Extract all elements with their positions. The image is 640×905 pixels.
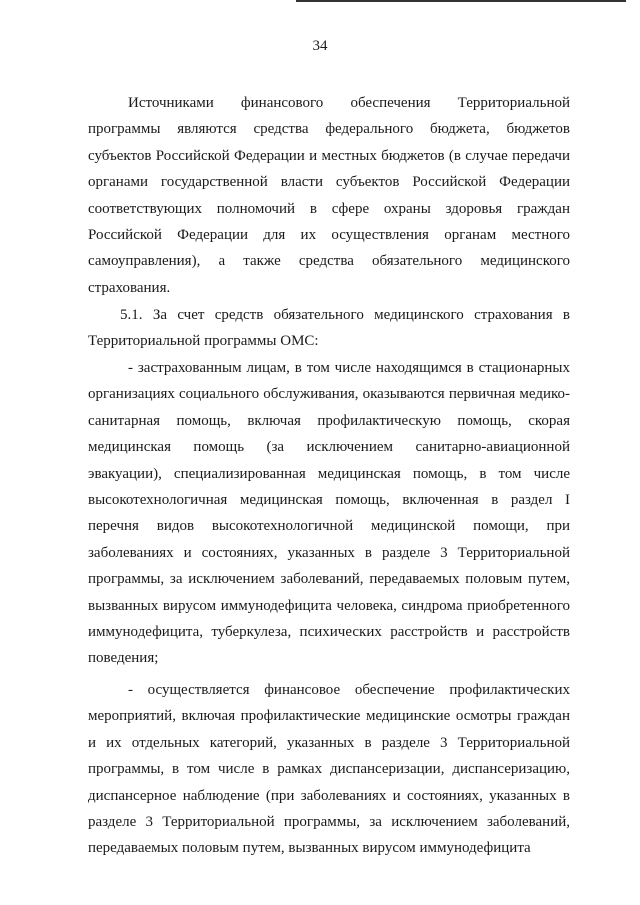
paragraph-text: - осуществляется финансовое обеспечение профилактических мероприятий, включая профилактические медицинские осмотры граждан и их отдельных категорий, указанных в разделе 3 Территориальной программы, в том числе в рамках диспансеризации, диспансеризацию, диспансерное наблюдение (при заболеваниях и состояниях, указанных в разделе 3 Территориальной программы, за исключением заболеваний, передаваемых половым путем, вызванных вирусом иммунодефицита xyxy=(88,682,570,857)
paragraph-insured-persons xyxy=(88,355,570,672)
paragraph-text: - застрахованным лицам, в том числе находящимся в стационарных организациях социального обслуживания, оказываются первичная медико-санитарная помощь, включая профилактическую помощь, скорая медицинская помощь (за исключением санитарно-авиационной эвакуации), специализированная медицинская помощь, в том числе высокотехнологичная медицинская помощь, включенная в раздел I перечня видов высокотехнологичной медицинской помощи, при заболеваниях и состояниях, указанных в разделе 3 Территориальной программы, за исключением заболеваний, передаваемых половым путем, вызванных вирусом иммунодефицита человека, синдрома приобретенного иммунодефицита, туберкулеза, психических расстройств и расстройств поведения; xyxy=(88,360,570,667)
paragraph-text: Источниками финансового обеспечения Территориальной программы являются средства федерального бюджета, бюджетов субъектов Российской Федерации и местных бюджетов (в случае передачи органами государственной власти субъектов Российской Федерации соответствующих полномочий в сфере охраны здоровья граждан Российской Федерации для их осуществления органам местного самоуправления), а также средства обязательного медицинского страхования. xyxy=(88,95,570,296)
top-border-line xyxy=(296,0,626,2)
paragraph-text: 5.1. За счет средств обязательного медицинского страхования в Территориальной программы ОМС: xyxy=(88,307,570,350)
paragraph-section-5-1 xyxy=(88,302,570,355)
paragraph-funding-sources xyxy=(88,90,570,301)
paragraph-preventive-measures xyxy=(88,677,570,862)
page-number: 34 xyxy=(312,38,328,54)
